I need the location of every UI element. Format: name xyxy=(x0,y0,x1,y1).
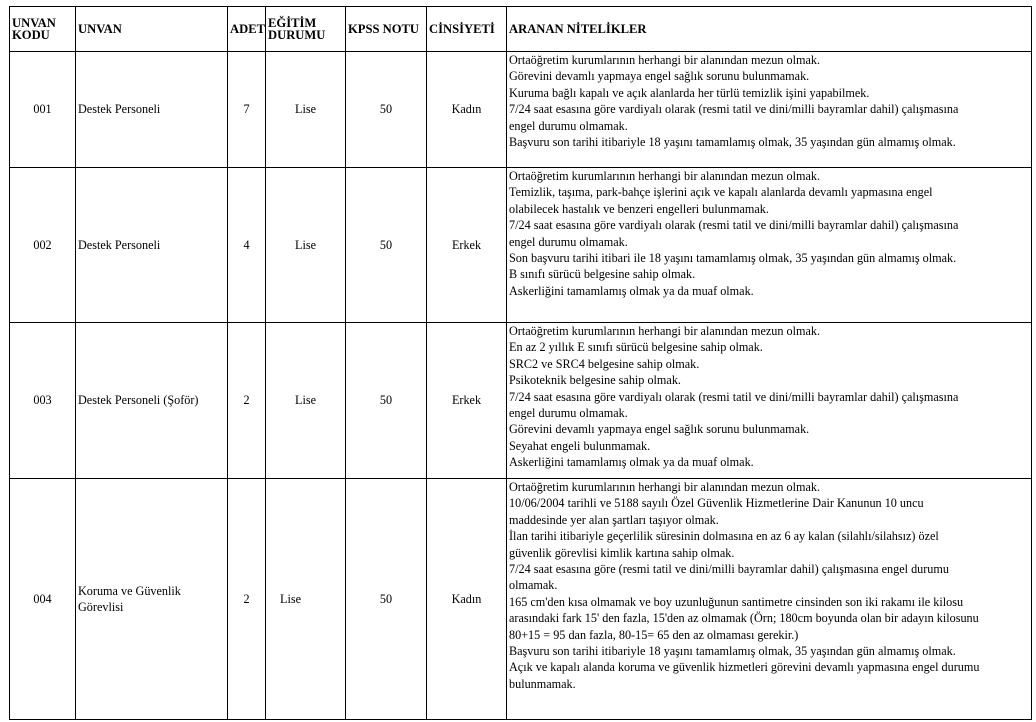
requirement-line: Temizlik, taşıma, park-bahçe işlerini açık ve kapalı alanlarda devamlı yapmasına engel xyxy=(509,185,933,200)
requirement-line: maddesinde yer alan şartları taşıyor olmak. xyxy=(509,512,719,527)
requirement-line: engel durumu olmamak. xyxy=(509,406,628,421)
cell-kpss-notu: 50 xyxy=(346,479,427,720)
cell-egitim-durumu: Lise xyxy=(266,168,346,323)
table-body xyxy=(10,52,1032,720)
requirement-line: 165 cm'den kısa olmamak ve boy uzunluğunun santimetre cinsinden son iki rakamı ile kilosu xyxy=(509,594,964,609)
requirement-line: En az 2 yıllık E sınıfı sürücü belgesine sahip olmak. xyxy=(509,340,763,355)
cell-unvan-kodu: 001 xyxy=(10,52,76,168)
cell-aranan-nitelikler xyxy=(507,52,1032,168)
cell-kpss-notu: 50 xyxy=(346,323,427,479)
header-aranan-nitelikler: ARANAN NİTELİKLER xyxy=(507,7,1032,52)
requirement-line: Seyahat engeli bulunmamak. xyxy=(509,438,651,453)
requirement-line: arasındaki fark 15' den fazla, 15'den az olmamak (Örn; 180cm boyunda olan bir adayın kilosunu xyxy=(509,611,979,626)
cell-cinsiyeti: Erkek xyxy=(427,168,507,323)
requirement-line: güvenlik görevlisi kimlik kartına sahip olmak. xyxy=(509,545,735,560)
requirement-line: Ortaöğretim kurumlarının herhangi bir alanından mezun olmak. xyxy=(509,480,821,494)
requirement-line: 7/24 saat esasına göre vardiyalı olarak (resmi tatil ve dini/milli bayramlar dahil) çalışmasına xyxy=(509,218,959,233)
requirement-line: 7/24 saat esasına göre (resmi tatil ve dini/milli bayramlar dahil) çalışmasına engel durumu xyxy=(509,562,949,577)
requirement-line: bulunmamak. xyxy=(509,676,576,691)
table-row xyxy=(10,323,1032,479)
table-row xyxy=(10,479,1032,720)
cell-cinsiyeti: Erkek xyxy=(427,323,507,479)
cell-kpss-notu: 50 xyxy=(346,52,427,168)
table-row xyxy=(10,168,1032,323)
requirement-line: B sınıfı sürücü belgesine sahip olmak. xyxy=(509,267,696,282)
cell-unvan-kodu: 003 xyxy=(10,323,76,479)
cell-cinsiyeti: Kadın xyxy=(427,479,507,720)
requirement-line: engel durumu olmamak. xyxy=(509,234,628,249)
header-unvan-kodu: UNVAN KODU xyxy=(10,7,76,52)
cell-unvan-kodu: 004 xyxy=(10,479,76,720)
cell-unvan: Destek Personeli xyxy=(76,52,228,168)
table-row xyxy=(10,52,1032,168)
requirement-line: Başvuru son tarihi itibariyle 18 yaşını tamamlamış olmak, 35 yaşından gün almamış olmak. xyxy=(509,135,956,150)
requirement-line: Kuruma bağlı kapalı ve açık alanlarda her türlü temizlik işini yapabilmek. xyxy=(509,85,870,100)
cell-adet: 2 xyxy=(228,323,266,479)
requirement-line: engel durumu olmamak. xyxy=(509,118,628,133)
cell-aranan-nitelikler xyxy=(507,168,1032,323)
requirement-line: Ortaöğretim kurumlarının herhangi bir alanından mezun olmak. xyxy=(509,53,821,67)
cell-cinsiyeti: Kadın xyxy=(427,52,507,168)
header-egitim-durumu: EĞİTİM DURUMU xyxy=(266,7,346,52)
requirement-line: 10/06/2004 tarihli ve 5188 sayılı Özel Güvenlik Hizmetlerine Dair Kanunun 10 uncu xyxy=(509,496,924,511)
header-row xyxy=(10,7,1032,52)
cell-adet: 7 xyxy=(228,52,266,168)
requirement-line: Psikoteknik belgesine sahip olmak. xyxy=(509,373,681,388)
requirement-line: olabilecek hastalık ve benzeri engelleri bulunmamak. xyxy=(509,201,769,216)
header-adet: ADET xyxy=(228,7,266,52)
cell-egitim-durumu: Lise xyxy=(266,323,346,479)
cell-aranan-nitelikler xyxy=(507,323,1032,479)
requirement-line: Askerliğini tamamlamış olmak ya da muaf olmak. xyxy=(509,455,754,470)
requirement-line: İlan tarihi itibariyle geçerlilik süresinin dolmasına en az 6 ay kalan (silahlı/silahsız) özel xyxy=(509,529,939,544)
header-unvan: UNVAN xyxy=(76,7,228,52)
requirement-line: Son başvuru tarihi itibari ile 18 yaşını tamamlamış olmak, 35 yaşından gün almamış olmak. xyxy=(509,251,957,266)
requirement-line: Ortaöğretim kurumlarının herhangi bir alanından mezun olmak. xyxy=(509,169,821,183)
requirement-line: Açık ve kapalı alanda koruma ve güvenlik hizmetleri görevini devamlı yapmasına engel durumu xyxy=(509,660,980,675)
requirement-line: Görevini devamlı yapmaya engel sağlık sorunu bulunmamak. xyxy=(509,69,810,84)
cell-aranan-nitelikler xyxy=(507,479,1032,720)
requirement-line: 7/24 saat esasına göre vardiyalı olarak (resmi tatil ve dini/milli bayramlar dahil) çalışmasına xyxy=(509,102,959,117)
positions-table xyxy=(9,6,1032,720)
requirement-line: Askerliğini tamamlamış olmak ya da muaf olmak. xyxy=(509,283,754,298)
requirement-line: Başvuru son tarihi itibariyle 18 yaşını tamamlamış olmak, 35 yaşından gün almamış olmak. xyxy=(509,644,956,659)
cell-adet: 4 xyxy=(228,168,266,323)
cell-unvan: Destek Personeli xyxy=(76,168,228,323)
cell-adet: 2 xyxy=(228,479,266,720)
requirement-line: Görevini devamlı yapmaya engel sağlık sorunu bulunmamak. xyxy=(509,422,810,437)
cell-unvan-kodu: 002 xyxy=(10,168,76,323)
requirement-line: 7/24 saat esasına göre vardiyalı olarak (resmi tatil ve dini/milli bayramlar dahil) çalışmasına xyxy=(509,389,959,404)
requirement-line: SRC2 ve SRC4 belgesine sahip olmak. xyxy=(509,356,700,371)
cell-unvan: Destek Personeli (Şoför) xyxy=(76,323,228,479)
header-cinsiyeti: CİNSİYETİ xyxy=(427,7,507,52)
requirement-line: olmamak. xyxy=(509,578,558,593)
cell-egitim-durumu: Lise xyxy=(266,52,346,168)
cell-unvan: Koruma ve Güvenlik Görevlisi xyxy=(76,479,228,720)
header-kpss-notu: KPSS NOTU xyxy=(346,7,427,52)
cell-kpss-notu: 50 xyxy=(346,168,427,323)
requirement-line: 80+15 = 95 dan fazla, 80-15= 65 den az olmaması gerekir.) xyxy=(509,627,799,642)
cell-egitim-durumu: Lise xyxy=(266,479,346,720)
requirement-line: Ortaöğretim kurumlarının herhangi bir alanından mezun olmak. xyxy=(509,324,821,338)
